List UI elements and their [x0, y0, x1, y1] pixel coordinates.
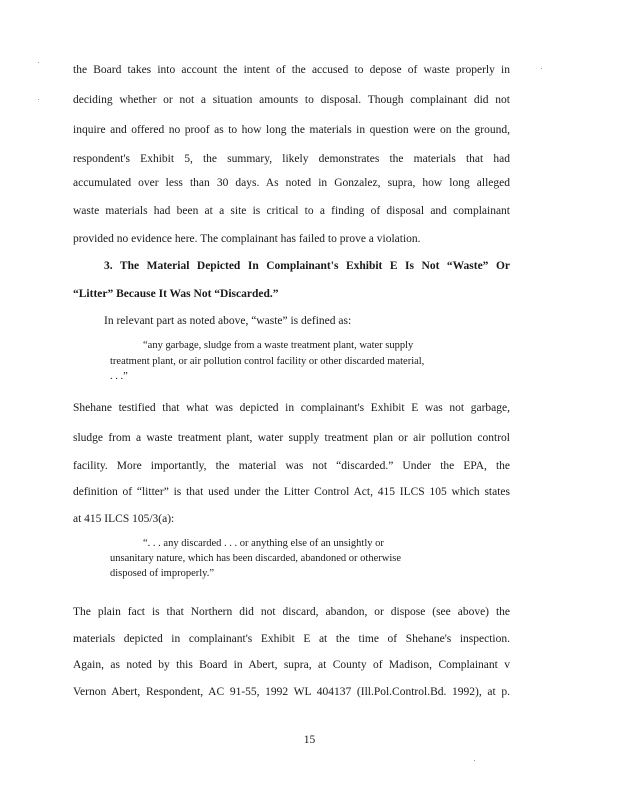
body-line: materials depicted in complainant's Exhibit E at the time of Shehane's inspection. — [73, 633, 510, 645]
body-line: accumulated over less than 30 days. As noted in Gonzalez, supra, how long alleged — [73, 177, 510, 189]
body-line: deciding whether or not a situation amounts to disposal. Though complainant did not — [73, 94, 510, 106]
block-quote-line: treatment plant, or air pollution control facility or other discarded material, — [110, 356, 425, 367]
block-quote-line: . . .” — [110, 371, 128, 382]
scan-speck — [541, 68, 542, 69]
scan-speck — [38, 99, 39, 100]
block-quote-line: “. . . any discarded . . . or anything else of an unsightly or — [143, 538, 384, 549]
body-line: Shehane testified that what was depicted in complainant's Exhibit E was not garbage, — [73, 402, 510, 414]
block-quote-line: “any garbage, sludge from a waste treatment plant, water supply — [143, 340, 414, 351]
scan-speck — [474, 760, 475, 761]
body-line: waste materials had been at a site is critical to a finding of disposal and complainant — [73, 205, 510, 217]
intro-line: In relevant part as noted above, “waste” is defined as: — [104, 315, 352, 327]
body-line: Vernon Abert, Respondent, AC 91-55, 1992 WL 404137 (Ill.Pol.Control.Bd. 1992), at p. — [73, 686, 510, 698]
page-number: 15 — [303, 734, 316, 746]
body-line: respondent's Exhibit 5, the summary, likely demonstrates the materials that had — [73, 153, 510, 165]
block-quote-line: disposed of improperly.” — [110, 568, 215, 579]
scan-speck — [38, 62, 39, 63]
body-line: at 415 ILCS 105/3(a): — [73, 513, 175, 525]
body-line: sludge from a waste treatment plant, water supply treatment plan or air pollution control — [73, 432, 510, 444]
body-line: definition of “litter” is that used under the Litter Control Act, 415 ILCS 105 which states — [73, 486, 510, 498]
section-heading: 3. The Material Depicted In Complainant's Exhibit E Is Not “Waste” Or — [104, 260, 510, 272]
body-line: The plain fact is that Northern did not discard, abandon, or dispose (see above) the — [73, 606, 510, 618]
body-line: inquire and offered no proof as to how long the materials in question were on the ground, — [73, 124, 510, 136]
body-line: the Board takes into account the intent of the accused to depose of waste properly in — [73, 64, 510, 76]
body-line: Again, as noted by this Board in Abert, supra, at County of Madison, Complainant v — [73, 659, 510, 671]
block-quote-line: unsanitary nature, which has been discarded, abandoned or otherwise — [110, 553, 401, 564]
body-line: facility. More importantly, the material was not “discarded.” Under the EPA, the — [73, 460, 510, 472]
section-heading: “Litter” Because It Was Not “Discarded.” — [73, 288, 279, 300]
body-line: provided no evidence here. The complainant has failed to prove a violation. — [73, 233, 421, 245]
